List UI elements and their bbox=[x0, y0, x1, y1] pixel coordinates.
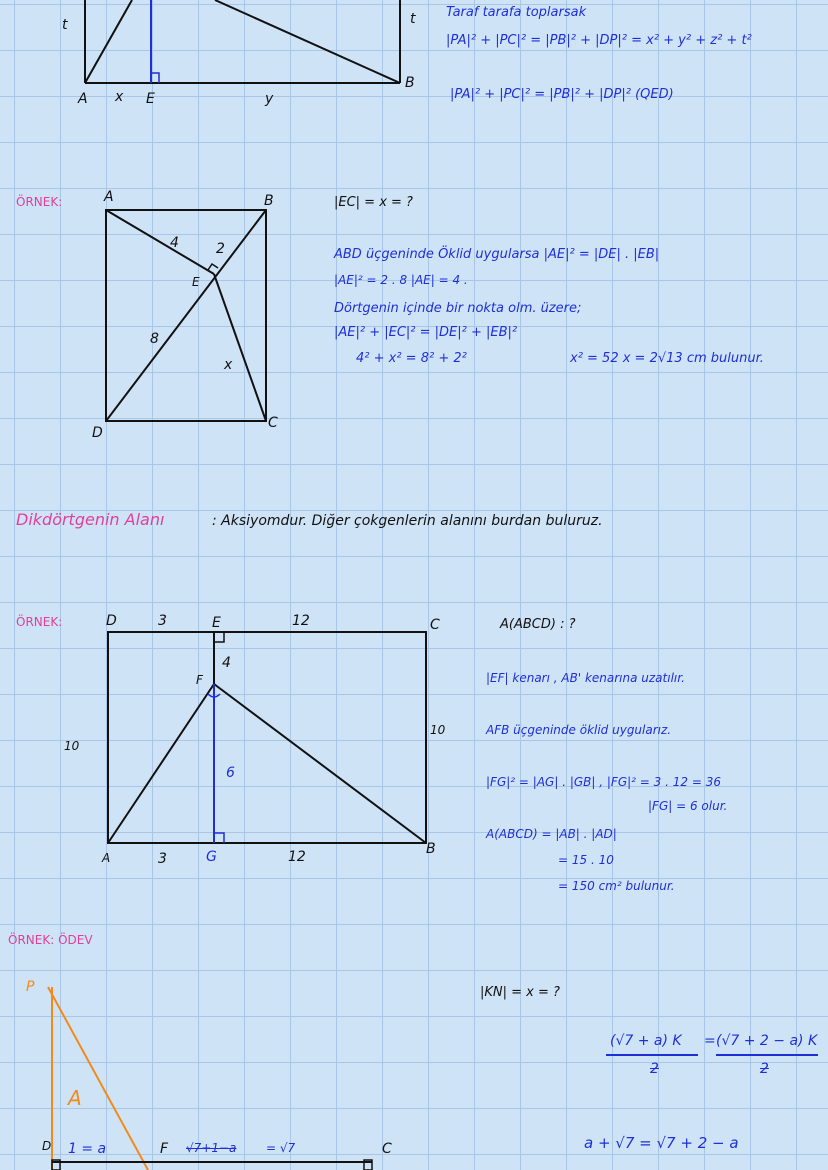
example2-question: A(ABCD) : ? bbox=[500, 617, 576, 632]
example2-tag: ÖRNEK: bbox=[16, 615, 63, 629]
ex1-label-b: B bbox=[264, 193, 274, 209]
example1-line-5: 4² + x² = 8² + 2² bbox=[356, 351, 467, 366]
example2-line-5: A(ABCD) = |AB| . |AD| bbox=[486, 827, 617, 841]
ex1-label-d: D bbox=[92, 425, 103, 441]
hw-label-d: D bbox=[42, 1139, 52, 1153]
hw-label-p: P bbox=[26, 979, 35, 995]
ex1-label-x: x bbox=[224, 357, 233, 373]
top-figure bbox=[85, 0, 400, 83]
top-label-t-right: t bbox=[410, 11, 416, 27]
hw-formula-den-left: 2 bbox=[650, 1061, 659, 1077]
example1-line-2: |AE|² = 2 . 8 |AE| = 4 . bbox=[334, 273, 468, 287]
hw-formula-right-num: (√7 + 2 − a) K bbox=[716, 1033, 818, 1049]
ex1-label-e: E bbox=[192, 275, 200, 289]
example1-question: |EC| = x = ? bbox=[334, 195, 413, 210]
example2-line-7: = 150 cm² bulunur. bbox=[558, 879, 675, 893]
ex1-label-2: 2 bbox=[216, 241, 225, 257]
example1-line-3: Dörtgenin içinde bir nokta olm. üzere; bbox=[334, 301, 582, 316]
ex2-label-e: E bbox=[212, 615, 221, 631]
hw-fraction-bar-right bbox=[716, 1054, 818, 1056]
ex2-label-12-bottom: 12 bbox=[288, 849, 306, 865]
example2-line-1: |EF| kenarı , AB' kenarına uzatılır. bbox=[486, 671, 685, 685]
ex2-label-4: 4 bbox=[222, 655, 231, 671]
ex1-label-4: 4 bbox=[170, 235, 179, 251]
ex1-label-a: A bbox=[104, 189, 114, 205]
ex2-label-f: F bbox=[196, 673, 203, 687]
hw-label-eq-root7: = √7 bbox=[266, 1141, 296, 1155]
top-line-2: |PA|² + |PC|² = |PB|² + |DP|² = x² + y² + z² + t² bbox=[446, 33, 752, 48]
example2-line-4: |FG| = 6 olur. bbox=[648, 799, 728, 813]
ex1-label-8: 8 bbox=[150, 331, 159, 347]
top-line-1: Taraf tarafa toplarsak bbox=[446, 5, 587, 20]
hw-fraction-bar-left bbox=[606, 1054, 698, 1056]
top-label-a: A bbox=[78, 91, 88, 107]
hw-last-line: a + √7 = √7 + 2 − a bbox=[584, 1134, 739, 1152]
area-title: Dikdörtgenin Alanı bbox=[16, 510, 165, 529]
hw-label-f: F bbox=[160, 1141, 169, 1157]
top-label-y: y bbox=[265, 91, 274, 107]
example2-line-2: AFB üçgeninde öklid uygularız. bbox=[486, 723, 672, 737]
ex2-label-c: C bbox=[430, 617, 440, 633]
example1-tag: ÖRNEK: bbox=[16, 195, 63, 209]
hw-label-struck: √7+1−a bbox=[186, 1141, 237, 1155]
ex2-label-b: B bbox=[426, 841, 436, 857]
ex2-label-3-top: 3 bbox=[158, 613, 167, 629]
hw-label-c: C bbox=[382, 1141, 392, 1157]
hw-formula-eq: = bbox=[704, 1033, 716, 1049]
example2-figure bbox=[108, 632, 426, 843]
ex2-label-10-right: 10 bbox=[430, 723, 446, 737]
top-label-t-left: t bbox=[62, 17, 68, 33]
ex1-label-c: C bbox=[268, 415, 278, 431]
top-label-x: x bbox=[115, 89, 124, 105]
ex2-label-d: D bbox=[106, 613, 117, 629]
top-label-b: B bbox=[405, 75, 415, 91]
ex2-label-10-left: 10 bbox=[64, 739, 80, 753]
ex2-label-12-top: 12 bbox=[292, 613, 310, 629]
example1-line-4: |AE|² + |EC|² = |DE|² + |EB|² bbox=[334, 325, 518, 340]
homework-tag: ÖRNEK: ÖDEV bbox=[8, 933, 93, 947]
example2-line-3: |FG|² = |AG| . |GB| , |FG|² = 3 . 12 = 36 bbox=[486, 775, 721, 789]
area-text: : Aksiyomdur. Diğer çokgenlerin alanını burdan buluruz. bbox=[212, 513, 603, 529]
hw-formula-den-right: 2 bbox=[760, 1061, 769, 1077]
top-line-3: |PA|² + |PC|² = |PB|² + |DP|² (QED) bbox=[450, 87, 674, 102]
ex2-label-a: A bbox=[102, 851, 111, 865]
ex2-label-6: 6 bbox=[226, 765, 235, 781]
hw-label-a: A bbox=[68, 1086, 82, 1110]
example1-line-1: ABD üçgeninde Öklid uygularsa |AE|² = |DE| . |EB| bbox=[334, 247, 660, 262]
ex2-label-g: G bbox=[206, 849, 217, 865]
example1-figure bbox=[106, 210, 266, 421]
hw-formula-left-num: (√7 + a) K bbox=[610, 1033, 682, 1049]
ex2-label-3-bottom: 3 bbox=[158, 851, 167, 867]
homework-question: |KN| = x = ? bbox=[480, 985, 560, 1000]
example1-line-6: x² = 52 x = 2√13 cm bulunur. bbox=[570, 351, 764, 366]
top-label-e: E bbox=[146, 91, 155, 107]
example2-line-6: = 15 . 10 bbox=[558, 853, 614, 867]
hw-label-one-a: 1 = a bbox=[68, 1141, 107, 1157]
